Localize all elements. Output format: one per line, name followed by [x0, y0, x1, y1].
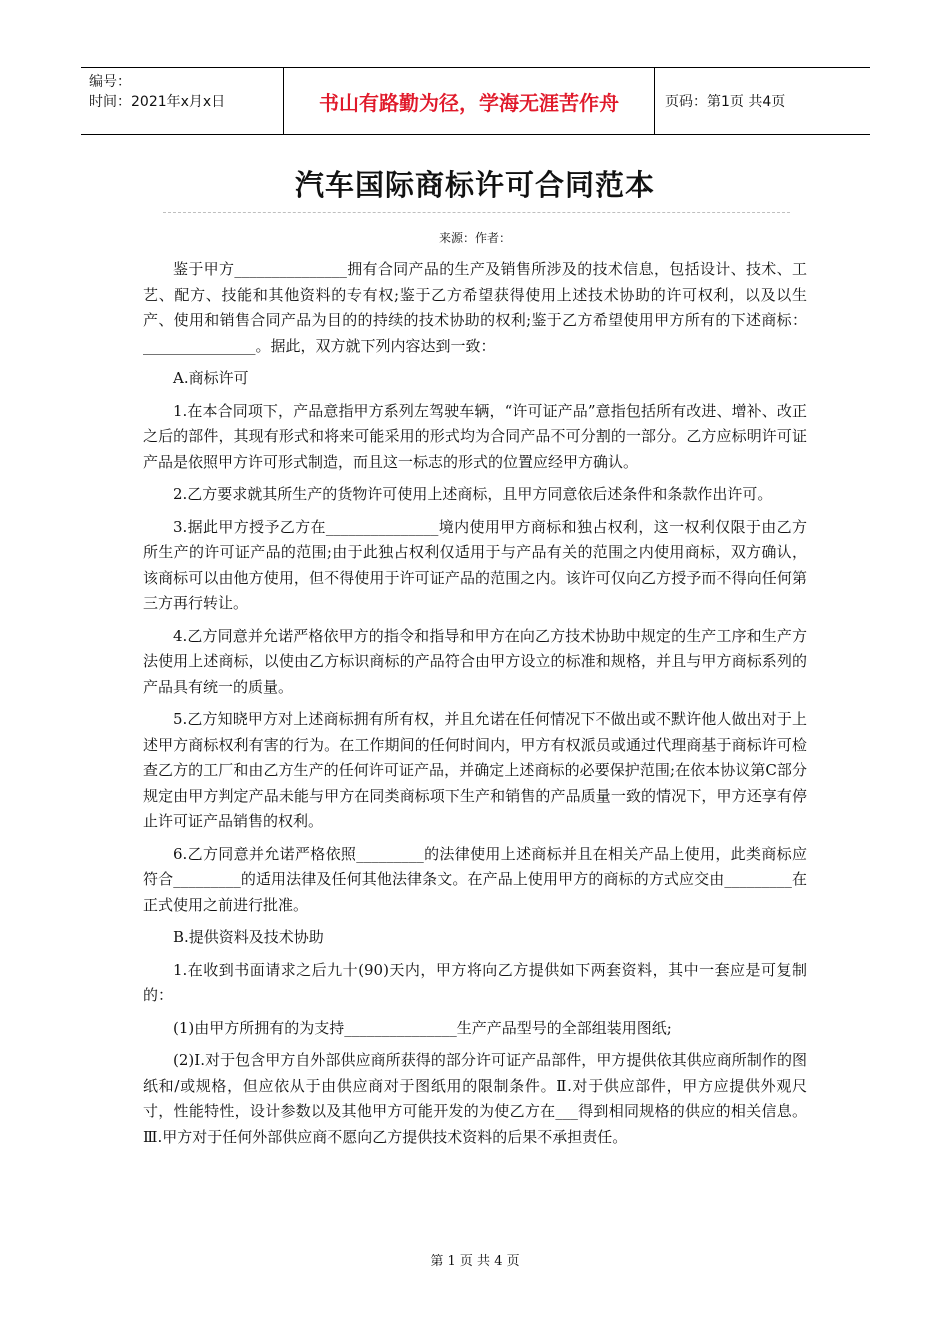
paragraph-a3: 3.据此甲方授予乙方在_______________境内使用甲方商标和独占权利，这一权利仅限于由乙方所生产的许可证产品的范围;由于此独占权利仅适用于与产品有关的范围之内使用商标，双方确认，该商标可以由他方使用，但不得使用于许可证产品的范围之内。该许可仅向乙方授予而不得向任何第三方再行转让。 — [143, 517, 807, 612]
header-page-info: 页码：第1页 共4页 — [665, 94, 786, 110]
paragraph-a2: 2.乙方要求就其所生产的货物许可使用上述商标，且甲方同意依后述条件和条款作出许可。 — [173, 485, 773, 503]
paragraph-a1: 1.在本合同项下，产品意指甲方系列左驾驶车辆，“许可证产品”意指包括所有改进、增补、改正之后的部件，其现有形式和将来可能采用的形式均为合同产品不可分割的一部分。乙方应标明许可证产品是依照甲方许可形式制造，而且这一标志的形式的位置应经甲方确认。 — [143, 401, 807, 471]
document-time-label: 时间：2021年x月x日 — [89, 94, 226, 110]
title-divider — [163, 212, 790, 213]
section-heading-a: A.商标许可 — [173, 369, 249, 387]
paragraph-a5: 5.乙方知晓甲方对上述商标拥有所有权，并且允诺在任何情况下不做出或不默许他人做出对于上述甲方商标权利有害的行为。在工作期间的任何时间内，甲方有权派员或通过代理商基于商标许可检查乙方的工厂和由乙方生产的任何许可证产品，并确定上述商标的必要保护范围;在依本协议第C部分规定由甲方判定产品未能与甲方在同类商标项下生产和销售的产品质量一致的情况下，甲方还享有停止许可证产品销售的权利。 — [143, 710, 807, 830]
section-heading-b: B.提供资料及技术协助 — [173, 928, 324, 946]
paragraph-a6: 6.乙方同意并允诺严格依照_________的法律使用上述商标并且在相关产品上使用，此类商标应符合_________的适用法律及任何其他法律条文。在产品上使用甲方的商标的方式应交由_________在正式使用之前进行批准。 — [143, 844, 807, 914]
paragraph-b1: 1.在收到书面请求之后九十(90)天内，甲方将向乙方提供如下两套资料，其中一套应是可复制的： — [143, 960, 807, 1004]
header-meta — [81, 68, 284, 134]
paragraph-a4: 4.乙方同意并允诺严格依甲方的指令和指导和甲方在向乙方技术协助中规定的生产工序和生产方法使用上述商标，以使由乙方标识商标的产品符合由甲方设立的标准和规格，并且与甲方商标系列的产品具有统一的质量。 — [143, 626, 807, 696]
paragraph-preamble: 鉴于甲方_______________拥有合同产品的生产及销售所涉及的技术信息，包括设计、技术、工艺、配方、技能和其他资料的专有权;鉴于乙方希望获得使用上述技术协助的许可权利，以及以生产、使用和销售合同产品为目的的持续的技术协助的权利;鉴于乙方希望使用甲方所有的下述商标：_______________。据此，双方就下列内容达到一致： — [143, 260, 807, 355]
document-body — [143, 257, 807, 1157]
page-footer: 第 1 页 共 4 页 — [430, 1254, 520, 1269]
document-title: 汽车国际商标许可合同范本 — [294, 168, 655, 202]
paragraph-b1-item2: (2)Ⅰ.对于包含甲方自外部供应商所获得的部分许可证产品部件，甲方提供依其供应商所制作的图纸和/或规格，但应依从于由供应商对于图纸用的限制条件。Ⅱ.对于供应部件，甲方应提供外观尺寸，性能特性，设计参数以及其他甲方可能开发的为使乙方在___得到相同规格的供应的相关信息。Ⅲ.甲方对于任何外部供应商不愿向乙方提供技术资料的后果不承担责任。 — [143, 1051, 807, 1146]
document-source: 来源：作者： — [438, 231, 511, 245]
paragraph-b1-item1: (1)由甲方所拥有的为支持_______________生产产品型号的全部组装用图纸; — [173, 1018, 672, 1037]
header-table — [81, 67, 870, 135]
header-motto: 书山有路勤为径，学海无涯苦作舟 — [284, 68, 655, 134]
document-number-label: 编号： — [89, 74, 131, 90]
